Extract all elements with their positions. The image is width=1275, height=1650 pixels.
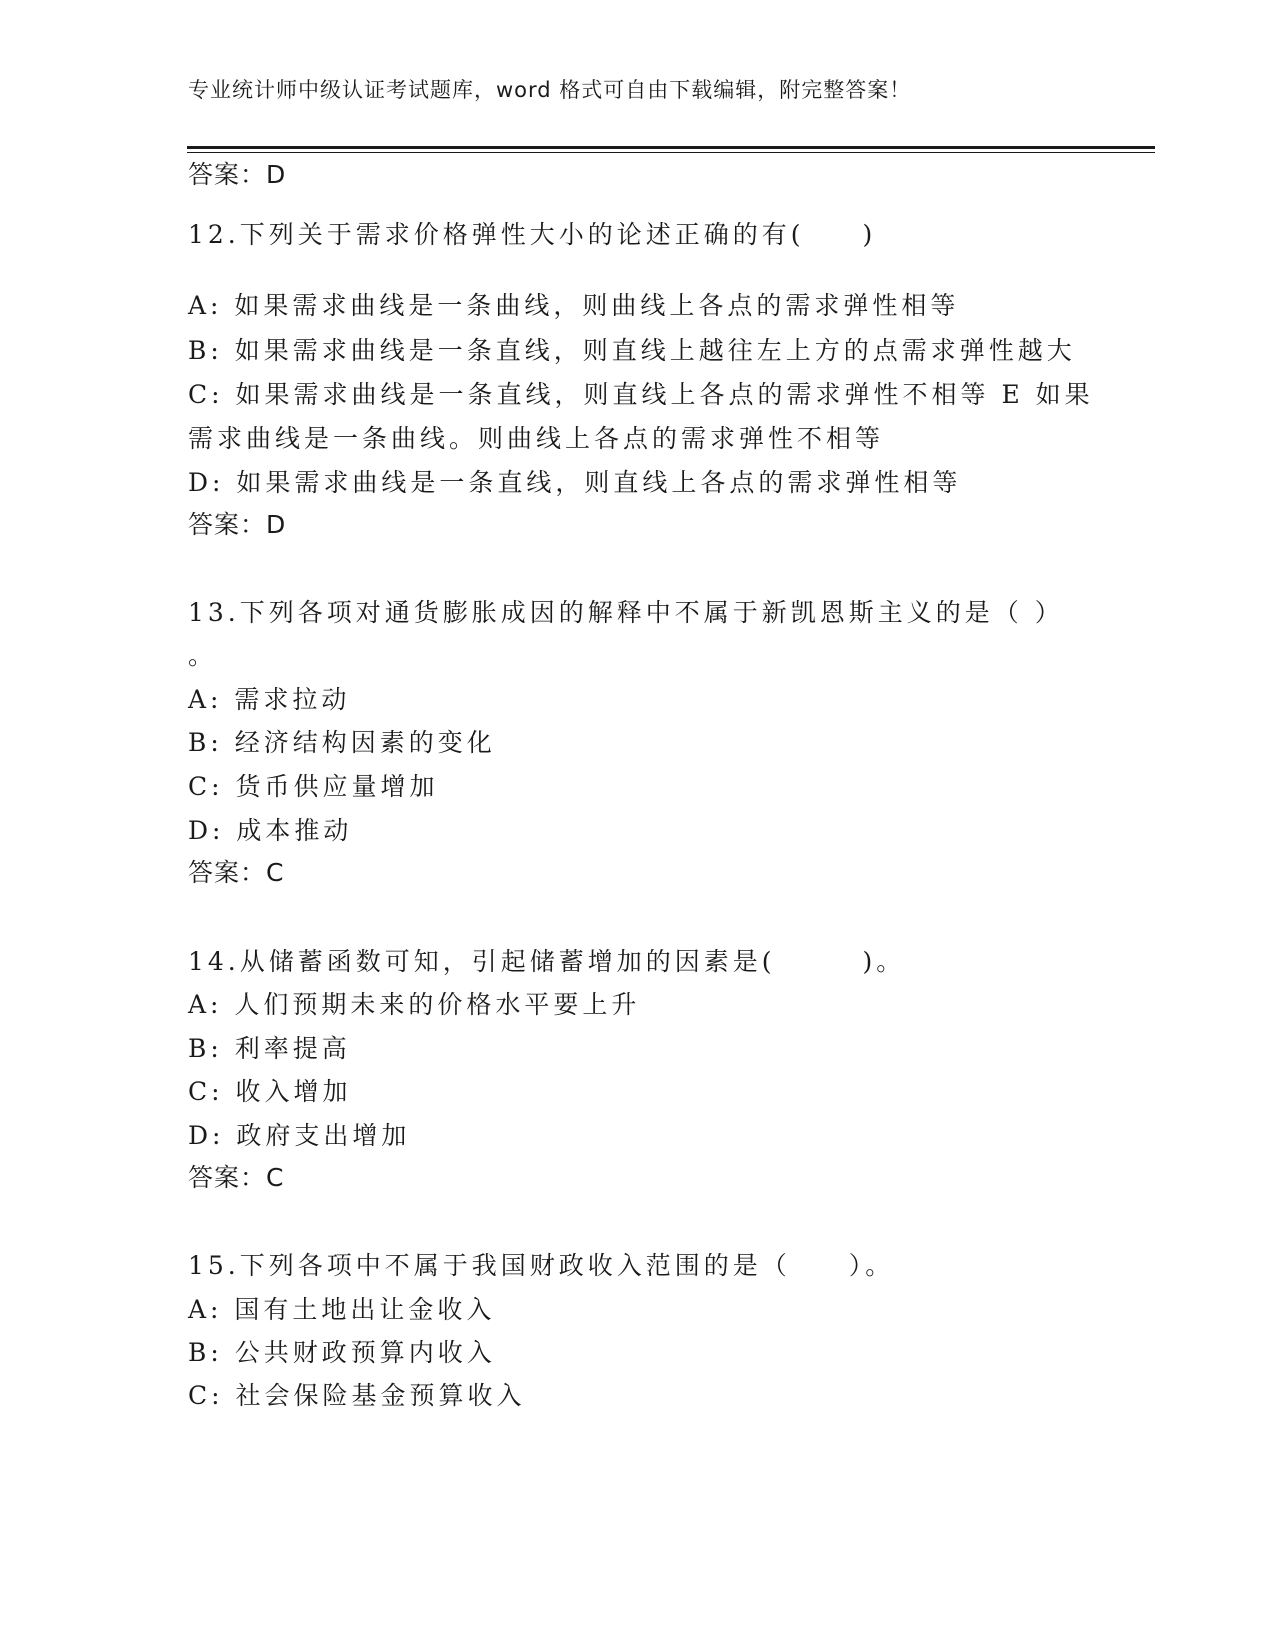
answer-label: 答案： bbox=[188, 160, 267, 189]
question-15-option-b: B: 公共财政预算内收入 bbox=[188, 1338, 496, 1367]
question-12-option-b: B: 如果需求曲线是一条直线，则直线上越往左上方的点需求弹性越大 bbox=[188, 336, 1076, 365]
question-14-option-c: C: 收入增加 bbox=[188, 1077, 352, 1106]
question-15-option-c: C: 社会保险基金预算收入 bbox=[188, 1381, 526, 1410]
question-12-stem: 12.下列关于需求价格弹性大小的论述正确的有( ) bbox=[188, 220, 877, 249]
question-12-option-c: C: 如果需求曲线是一条直线，则直线上各点的需求弹性不相等 E 如果 bbox=[188, 380, 1094, 409]
question-14-option-b: B: 利率提高 bbox=[188, 1034, 351, 1063]
page-header: 专业统计师中级认证考试题库，word 格式可自由下载编辑，附完整答案！ bbox=[188, 78, 912, 102]
header-rule-thin bbox=[187, 152, 1155, 153]
answer-label: 答案： bbox=[188, 1163, 267, 1192]
question-14-option-a: A: 人们预期未来的价格水平要上升 bbox=[188, 990, 641, 1019]
question-12-option-a: A: 如果需求曲线是一条曲线，则曲线上各点的需求弹性相等 bbox=[188, 291, 960, 320]
answer-value: D bbox=[266, 160, 287, 189]
answer-value: C bbox=[266, 858, 285, 887]
question-12-option-d: D: 如果需求曲线是一条直线，则直线上各点的需求弹性相等 bbox=[188, 468, 962, 497]
header-rule-thick bbox=[187, 146, 1155, 149]
question-13-option-c: C: 货币供应量增加 bbox=[188, 772, 439, 801]
answer-12 bbox=[188, 505, 286, 541]
answer-label: 答案： bbox=[188, 510, 267, 539]
question-13-option-d: D: 成本推动 bbox=[188, 816, 353, 845]
question-14-stem: 14.从储蓄函数可知，引起储蓄增加的因素是( )。 bbox=[188, 947, 906, 976]
question-13-option-a: A: 需求拉动 bbox=[188, 685, 351, 714]
question-12-option-c-cont: 需求曲线是一条曲线。则曲线上各点的需求弹性不相等 bbox=[188, 424, 885, 453]
question-13-stem: 13.下列各项对通货膨胀成因的解释中不属于新凯恩斯主义的是（ ） bbox=[188, 598, 1064, 627]
question-13-stem-cont: 。 bbox=[188, 641, 218, 670]
question-13-option-b: B: 经济结构因素的变化 bbox=[188, 728, 496, 757]
question-15-stem: 15.下列各项中不属于我国财政收入范围的是（ ）。 bbox=[188, 1251, 895, 1280]
answer-value: C bbox=[266, 1163, 285, 1192]
answer-prev bbox=[188, 155, 286, 191]
question-15-option-a: A: 国有土地出让金收入 bbox=[188, 1295, 496, 1324]
answer-14 bbox=[188, 1158, 284, 1194]
answer-value: D bbox=[266, 510, 287, 539]
question-14-option-d: D: 政府支出增加 bbox=[188, 1121, 411, 1150]
answer-label: 答案： bbox=[188, 858, 267, 887]
answer-13 bbox=[188, 853, 284, 889]
